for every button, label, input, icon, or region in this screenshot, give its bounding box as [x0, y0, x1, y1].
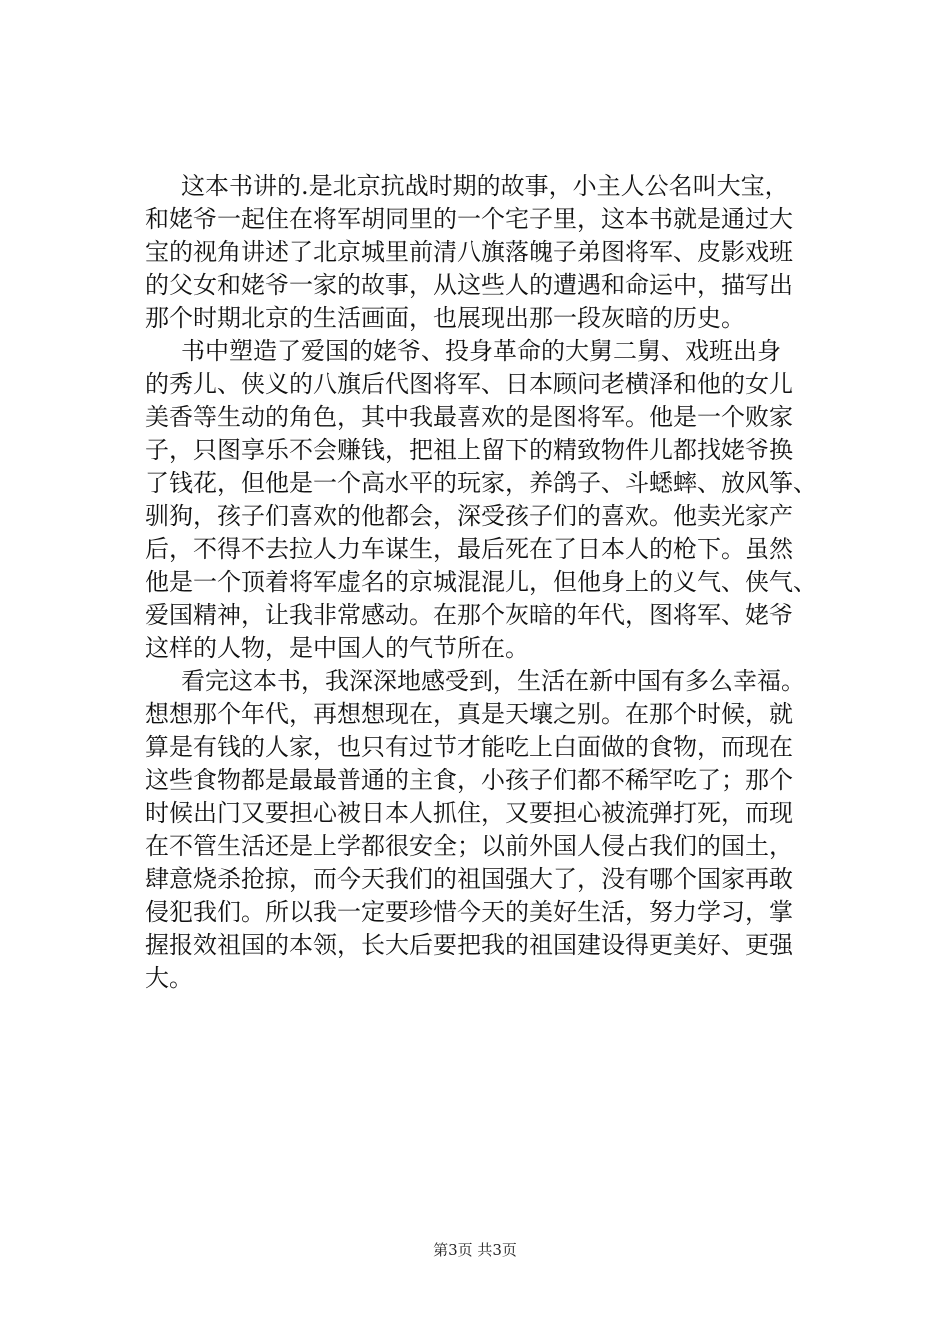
text-line: 书中塑造了爱国的姥爷、投身革命的大舅二舅、戏班出身: [181, 337, 781, 365]
text-line: 后，不得不去拉人力车谋生，最后死在了日本人的枪下。虽然: [145, 535, 793, 563]
text-line: 子，只图享乐不会赚钱，把祖上留下的精致物件儿都找姥爷换: [145, 436, 793, 464]
text-line: 爱国精神，让我非常感动。在那个灰暗的年代，图将军、姥爷: [145, 601, 793, 629]
document-body: [145, 170, 935, 995]
text-line: 他是一个顶着将军虚名的京城混混儿，但他身上的义气、侠气、: [145, 568, 817, 596]
text-line: 这些食物都是最最普通的主食，小孩子们都不稀罕吃了；那个: [145, 766, 793, 794]
text-line: 想想那个年代，再想想现在，真是天壤之别。在那个时候，就: [145, 700, 793, 728]
text-line: 看完这本书，我深深地感受到，生活在新中国有多么幸福。: [181, 667, 805, 695]
text-line: 大。: [145, 964, 193, 992]
text-line: 美香等生动的角色，其中我最喜欢的是图将军。他是一个败家: [145, 403, 793, 431]
page-number: 第3页 共3页: [433, 1241, 517, 1259]
text-line: 的父女和姥爷一家的故事，从这些人的遭遇和命运中，描写出: [145, 271, 793, 299]
text-line: 宝的视角讲述了北京城里前清八旗落魄子弟图将军、皮影戏班: [145, 238, 793, 266]
text-line: 时候出门又要担心被日本人抓住，又要担心被流弹打死，而现: [145, 799, 793, 827]
text-line: 算是有钱的人家，也只有过节才能吃上白面做的食物，而现在: [145, 733, 793, 761]
text-line: 那个时期北京的生活画面，也展现出那一段灰暗的历史。: [145, 304, 745, 332]
text-line: 握报效祖国的本领，长大后要把我的祖国建设得更美好、更强: [145, 931, 793, 959]
text-line: 和姥爷一起住在将军胡同里的一个宅子里，这本书就是通过大: [145, 205, 793, 233]
text-line: 肆意烧杀抢掠，而今天我们的祖国强大了，没有哪个国家再敢: [145, 865, 793, 893]
paragraph-2: [145, 335, 935, 665]
text-line: 在不管生活还是上学都很安全；以前外国人侵占我们的国土，: [145, 832, 793, 860]
text-line: 的秀儿、侠义的八旗后代图将军、日本顾问老横泽和他的女儿: [145, 370, 793, 398]
page-footer: [0, 1240, 950, 1260]
text-line: 侵犯我们。所以我一定要珍惜今天的美好生活，努力学习，掌: [145, 898, 793, 926]
text-line: 了钱花，但他是一个高水平的玩家，养鸽子、斗蟋蟀、放风筝、: [145, 469, 817, 497]
paragraph-1: [145, 170, 935, 335]
text-line: 驯狗，孩子们喜欢的他都会，深受孩子们的喜欢。他卖光家产: [145, 502, 793, 530]
text-line: 这本书讲的.是北京抗战时期的故事，小主人公名叫大宝，: [181, 172, 789, 200]
text-line: 这样的人物，是中国人的气节所在。: [145, 634, 529, 662]
paragraph-3: [145, 665, 935, 995]
